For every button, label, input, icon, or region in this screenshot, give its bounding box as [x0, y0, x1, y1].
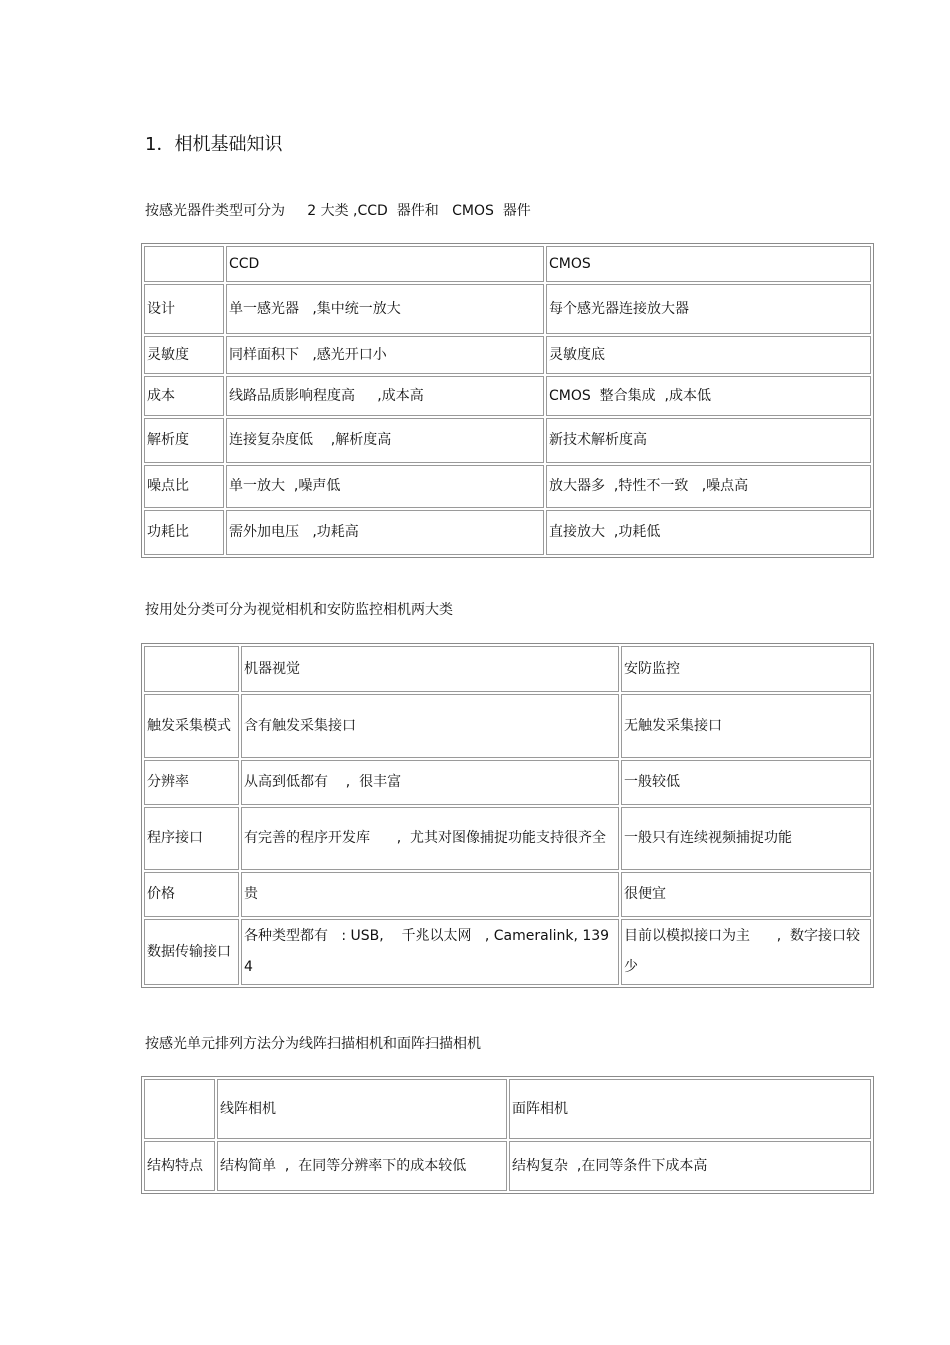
header-cell — [144, 1079, 215, 1139]
table-cell: 直接放大 ,功耗低 — [546, 510, 871, 555]
table-cell: 一般较低 — [621, 760, 871, 805]
row-label: 分辨率 — [144, 760, 239, 805]
row-label: 设计 — [144, 284, 224, 334]
row-label: 价格 — [144, 872, 239, 917]
header-cell: CMOS — [546, 246, 871, 282]
table-cell: 同样面积下 ,感光开口小 — [226, 336, 544, 374]
table-cell: 需外加电压 ,功耗高 — [226, 510, 544, 555]
row-label: 数据传输接口 — [144, 919, 239, 985]
table-cell: 无触发采集接口 — [621, 694, 871, 758]
header-cell: 线阵相机 — [217, 1079, 507, 1139]
table-row — [144, 919, 871, 985]
table-cell: 连接复杂度低 ,解析度高 — [226, 418, 544, 463]
table-cell: 目前以模拟接口为主 , 数字接口较少 — [621, 919, 871, 985]
table-cell: 一般只有连续视频捕捉功能 — [621, 807, 871, 870]
table-cell: 结构复杂 ,在同等条件下成本高 — [509, 1141, 871, 1191]
page-heading: 1．相机基础知识 — [145, 134, 283, 155]
header-cell — [144, 246, 224, 282]
row-label: 结构特点 — [144, 1141, 215, 1191]
table-cell: 线路品质影响程度高 ,成本高 — [226, 376, 544, 416]
row-label: 触发采集模式 — [144, 694, 239, 758]
table-row — [144, 694, 871, 758]
table-row — [144, 1079, 871, 1139]
sensor-arrangement-table — [141, 1076, 874, 1194]
table-cell: 从高到低都有 , 很丰富 — [241, 760, 619, 805]
table-row — [144, 465, 871, 508]
sensor-type-table — [141, 243, 874, 558]
table-cell: 新技术解析度高 — [546, 418, 871, 463]
table-row — [144, 646, 871, 692]
usage-table — [141, 643, 874, 988]
section3-intro: 按感光单元排列方法分为线阵扫描相机和面阵扫描相机 — [145, 1036, 481, 1052]
table-cell: 放大器多 ,特性不一致 ,噪点高 — [546, 465, 871, 508]
table-cell: 含有触发采集接口 — [241, 694, 619, 758]
row-label: 灵敏度 — [144, 336, 224, 374]
table-cell: 贵 — [241, 872, 619, 917]
header-cell: 安防监控 — [621, 646, 871, 692]
table-row — [144, 336, 871, 374]
table-cell: 各种类型都有 : USB, 千兆以太网 , Cameralink, 1394 — [241, 919, 619, 985]
row-label: 解析度 — [144, 418, 224, 463]
table-cell: 每个感光器连接放大器 — [546, 284, 871, 334]
table-row — [144, 246, 871, 282]
row-label: 成本 — [144, 376, 224, 416]
table-cell: 很便宜 — [621, 872, 871, 917]
row-label: 噪点比 — [144, 465, 224, 508]
header-cell — [144, 646, 239, 692]
table-cell: CMOS 整合集成 ,成本低 — [546, 376, 871, 416]
row-label: 功耗比 — [144, 510, 224, 555]
header-cell: CCD — [226, 246, 544, 282]
section1-intro: 按感光器件类型可分为 2 大类 ,CCD 器件和 CMOS 器件 — [145, 203, 531, 219]
table-row — [144, 418, 871, 463]
table-row — [144, 760, 871, 805]
header-cell: 机器视觉 — [241, 646, 619, 692]
table-cell: 有完善的程序开发库 , 尤其对图像捕捉功能支持很齐全 — [241, 807, 619, 870]
table-row — [144, 807, 871, 870]
table-cell: 单一放大 ,噪声低 — [226, 465, 544, 508]
table-row — [144, 376, 871, 416]
section2-intro: 按用处分类可分为视觉相机和安防监控相机两大类 — [145, 602, 453, 618]
table-row — [144, 510, 871, 555]
row-label: 程序接口 — [144, 807, 239, 870]
header-cell: 面阵相机 — [509, 1079, 871, 1139]
table-row — [144, 1141, 871, 1191]
table-row — [144, 284, 871, 334]
table-cell: 灵敏度底 — [546, 336, 871, 374]
table-row — [144, 872, 871, 917]
table-cell: 结构简单 , 在同等分辨率下的成本较低 — [217, 1141, 507, 1191]
table-cell: 单一感光器 ,集中统一放大 — [226, 284, 544, 334]
